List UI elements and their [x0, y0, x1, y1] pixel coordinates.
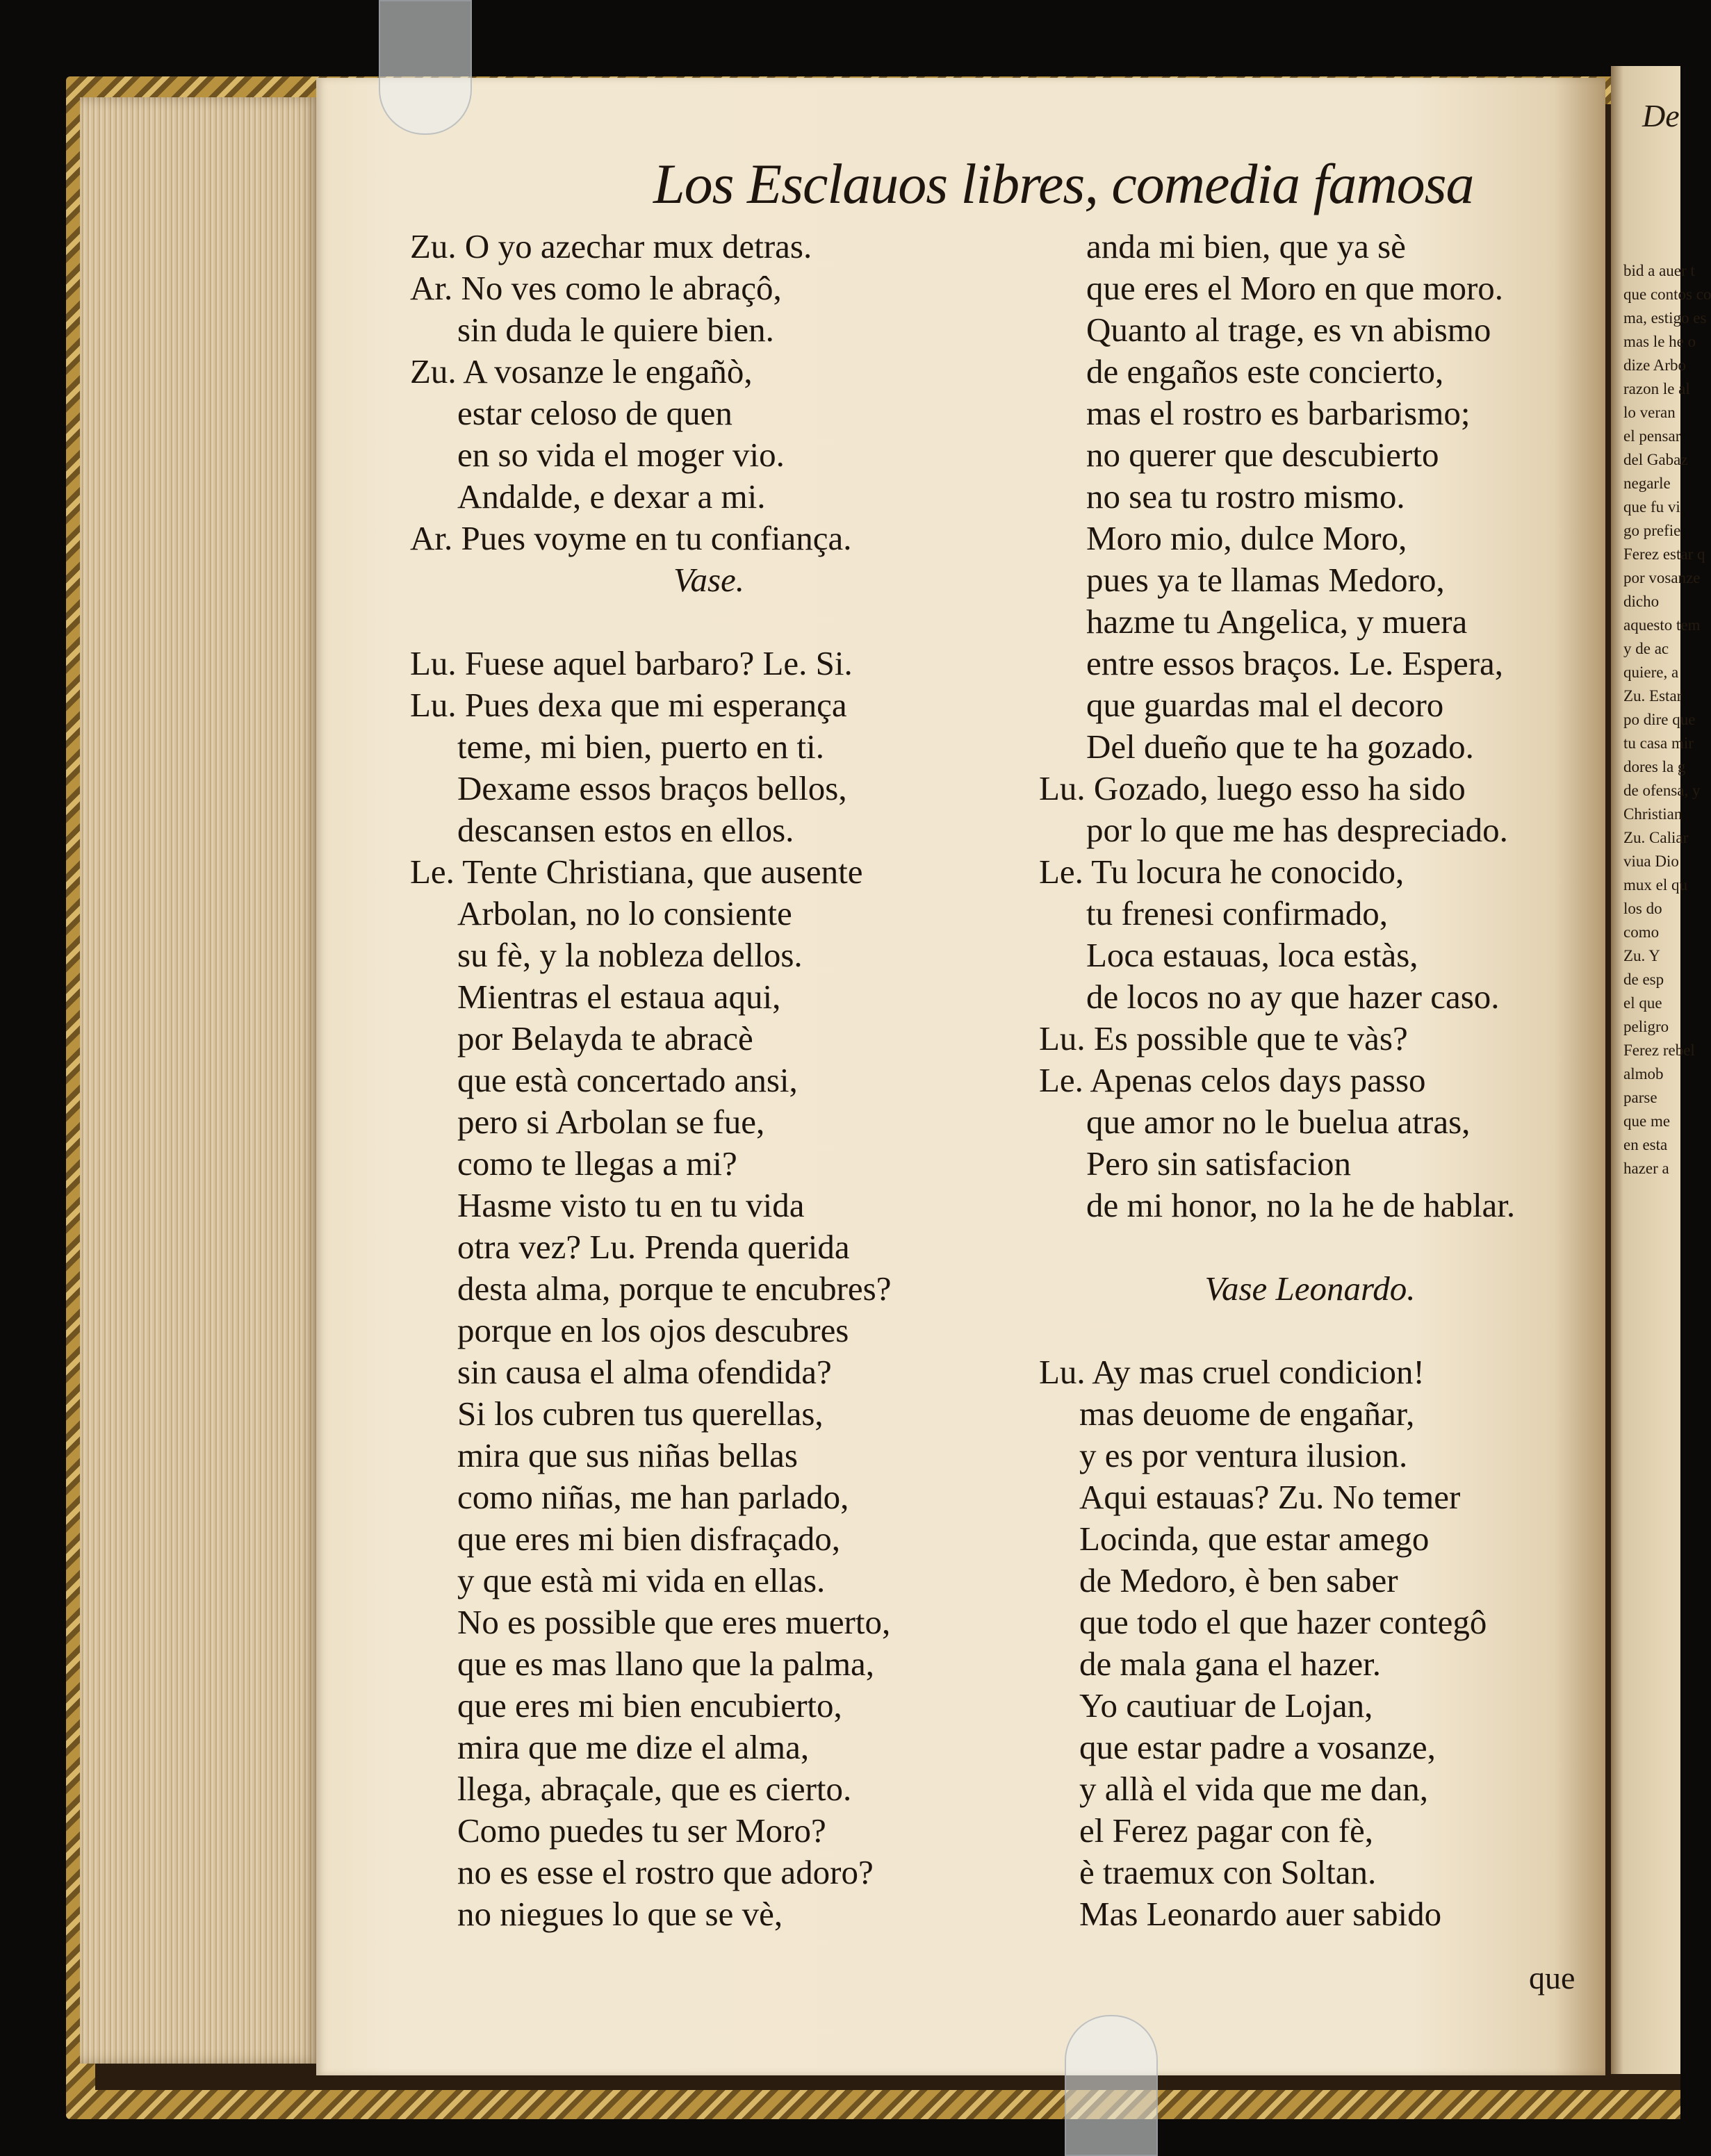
facing-page-fragment: po dire que [1623, 711, 1696, 728]
verse-line: como te llegas a mi? [457, 1144, 737, 1183]
facing-page-fragment: de esp [1623, 971, 1664, 988]
verse-line: Ar. Pues voyme en tu confiança. [410, 519, 852, 557]
verse-line: sin causa el alma ofendida? [457, 1353, 832, 1391]
verse-line: y que està mi vida en ellas. [457, 1561, 826, 1599]
verse-line: por Belayda te abracè [457, 1019, 753, 1058]
verse-line: pues ya te llamas Medoro, [1086, 561, 1445, 599]
facing-page-fragment: de ofensa, y [1623, 782, 1701, 799]
verse-line: Le. Tente Christiana, que ausente [410, 853, 863, 891]
facing-page-fragment: mas le he o [1623, 333, 1696, 350]
verse-line: tu frenesi confirmado, [1086, 894, 1389, 932]
facing-page-fragment: los do [1623, 900, 1662, 917]
page-clip-top [379, 0, 472, 135]
verse-line: Si los cubren tus querellas, [457, 1394, 824, 1433]
facing-page-fragment: dize Arbo [1623, 356, 1687, 374]
verse-line: Arbolan, no lo consiente [457, 894, 792, 932]
verse-line: descansen estos en ellos. [457, 811, 794, 849]
facing-page-fragment: ma, estigo es [1623, 309, 1707, 327]
verse-line: Lu. Fuese aquel barbaro? Le. Si. [410, 644, 853, 682]
facing-page-fragment: el que [1623, 994, 1662, 1012]
verse-line: que es mas llano que la palma, [457, 1645, 875, 1683]
left-text-column [410, 226, 1008, 1935]
verse-line: Le. Apenas celos days passo [1039, 1061, 1426, 1099]
verse-line [1039, 1310, 1581, 1351]
verse-line: Lu. Pues dexa que mi esperança [410, 686, 847, 724]
verse-line: que todo el que hazer contegô [1079, 1603, 1487, 1641]
verse-line: sin duda le quiere bien. [457, 311, 774, 349]
verse-line: en so vida el moger vio. [457, 436, 785, 474]
verse-line: pero si Arbolan se fue, [457, 1103, 765, 1141]
verse-line: no niegues lo que se vè, [457, 1895, 783, 1933]
verse-line: Mas Leonardo auer sabido [1079, 1895, 1442, 1933]
facing-page-fragment: bid a auer t [1623, 262, 1695, 279]
verse-line: de mala gana el hazer. [1079, 1645, 1381, 1683]
verse-line: hazme tu Angelica, y muera [1086, 602, 1468, 641]
facing-page-fragment: Zu. Caliar [1623, 829, 1689, 846]
verse-line: por lo que me has despreciado. [1086, 811, 1508, 849]
verse-line: Mientras el estaua aqui, [457, 978, 781, 1016]
verse-line: que eres mi bien disfraçado, [457, 1520, 841, 1558]
verse-line: mira que me dize el alma, [457, 1728, 810, 1766]
facing-page-fragment: hazer a [1623, 1160, 1669, 1177]
facing-page-fragment: negarle [1623, 475, 1671, 492]
stage-direction: Vase. [673, 561, 745, 599]
verse-line: entre essos braços. Le. Espera, [1086, 644, 1504, 682]
verse-line: Quanto al trage, es vn abismo [1086, 311, 1491, 349]
verse-line: de mi honor, no la he de hablar. [1086, 1186, 1516, 1224]
facing-page-fragment: Ferez rebel [1623, 1042, 1695, 1059]
verse-line: è traemux con Soltan. [1079, 1853, 1377, 1891]
facing-page-fragment: razon le al [1623, 380, 1690, 397]
verse-line: Le. Tu locura he conocido, [1039, 853, 1405, 891]
facing-page-fragment: Christian [1623, 805, 1683, 823]
facing-page-fragment: como [1623, 923, 1660, 941]
verse-line: Pero sin satisfacion [1086, 1144, 1352, 1183]
facing-page-fragment: go prefie [1623, 522, 1681, 539]
verse-line: que guardas mal el decoro [1086, 686, 1444, 724]
catchword: que [1529, 1960, 1575, 1995]
verse-line: no es esse el rostro que adoro? [457, 1853, 874, 1891]
facing-page-fragment: dores la g [1623, 758, 1686, 775]
verse-line: otra vez? Lu. Prenda querida [457, 1228, 850, 1266]
verse-line: mas deuome de engañar, [1079, 1394, 1415, 1433]
facing-page-fragment: del Gabaz [1623, 451, 1688, 468]
verse-line: teme, mi bien, puerto en ti. [457, 727, 824, 766]
facing-page-fragment: el pensar [1623, 427, 1681, 445]
verse-line: Hasme visto tu en tu vida [457, 1186, 805, 1224]
facing-page-fragment: en esta [1623, 1136, 1668, 1153]
verse-line: de engaños este concierto, [1086, 352, 1444, 390]
verse-line: Lu. Gozado, luego esso ha sido [1039, 769, 1466, 807]
verse-line: No es possible que eres muerto, [457, 1603, 891, 1641]
verse-line: anda mi bien, que ya sè [1086, 227, 1406, 265]
verse-line: que eres el Moro en que moro. [1086, 269, 1504, 307]
facing-page-fragment: viua Dio [1623, 853, 1679, 870]
verse-line: Moro mio, dulce Moro, [1086, 519, 1407, 557]
verse-line: no querer que descubierto [1086, 436, 1439, 474]
facing-page-fragment: lo veran [1623, 404, 1676, 421]
facing-page-head: De [1642, 98, 1680, 133]
facing-page-fragment: por vosanze [1623, 569, 1701, 586]
verse-line: el Ferez pagar con fè, [1079, 1811, 1374, 1850]
facing-page-fragments [1611, 134, 1711, 1180]
facing-page-fragment: Ferez estar q [1623, 545, 1705, 563]
verse-line [1039, 1226, 1581, 1268]
facing-page-fragment: que me [1623, 1112, 1671, 1130]
verse-line: que eres mi bien encubierto, [457, 1686, 842, 1725]
verse-line: Locinda, que estar amego [1079, 1520, 1430, 1558]
facing-page-fragment: que fu vi [1623, 498, 1680, 516]
verse-line [410, 601, 1008, 643]
verse-line: no sea tu rostro mismo. [1086, 477, 1405, 516]
verse-line: Loca estauas, loca estàs, [1086, 936, 1418, 974]
verse-line: que està concertado ansi, [457, 1061, 798, 1099]
facing-page-fragment: y de ac [1623, 640, 1669, 657]
verse-line: Zu. A vosanze le engañò, [410, 352, 753, 390]
facing-page-fragment: tu casa mir [1623, 734, 1694, 752]
verse-line: estar celoso de quen [457, 394, 732, 432]
facing-page-fragment: Zu. Y [1623, 947, 1660, 964]
verse-line: que estar padre a vosanze, [1079, 1728, 1436, 1766]
verse-line: Dexame essos braços bellos, [457, 769, 847, 807]
page-block-edge [80, 97, 320, 2064]
running-title: Los Esclauos libres, comedia famosa [653, 152, 1474, 215]
verse-line: Zu. O yo azechar mux detras. [410, 227, 812, 265]
verse-line: llega, abraçale, que es cierto. [457, 1770, 852, 1808]
facing-page-fragment: parse [1623, 1089, 1657, 1106]
verse-line: Yo cautiuar de Lojan, [1079, 1686, 1373, 1725]
verse-line: y allà el vida que me dan, [1079, 1770, 1429, 1808]
facing-page-fragment: mux el qu [1623, 876, 1687, 894]
page-clip-bottom [1065, 2015, 1158, 2156]
verse-line: mas el rostro es barbarismo; [1086, 394, 1471, 432]
verse-line: porque en los ojos descubres [457, 1311, 849, 1349]
verse-line: como niñas, me han parlado, [457, 1478, 849, 1516]
verse-line: desta alma, porque te encubres? [457, 1269, 892, 1308]
verse-line: que amor no le buelua atras, [1086, 1103, 1471, 1141]
right-text-column [1039, 226, 1581, 1935]
facing-page-fragment: dicho [1623, 593, 1660, 610]
facing-page-fragment: aquesto tem [1623, 616, 1701, 634]
facing-page-fragment: peligro [1623, 1018, 1669, 1035]
verse-line: Lu. Ay mas cruel condicion! [1039, 1353, 1425, 1391]
verse-line: y es por ventura ilusion. [1079, 1436, 1408, 1474]
facing-page [1611, 66, 1711, 2074]
verse-line: Aqui estauas? Zu. No temer [1079, 1478, 1461, 1516]
facing-page-fragment: que contos co [1623, 286, 1711, 303]
verse-line: de locos no ay que hazer caso. [1086, 978, 1500, 1016]
verse-line: de Medoro, è ben saber [1079, 1561, 1398, 1599]
facing-page-fragment: quiere, a [1623, 664, 1679, 681]
verse-line: Lu. Es possible que te vàs? [1039, 1019, 1408, 1058]
verse-line: su fè, y la nobleza dellos. [457, 936, 803, 974]
verse-line: Ar. No ves como le abraçô, [410, 269, 782, 307]
stage-direction: Vase Leonardo. [1204, 1269, 1416, 1308]
verse-line: Del dueño que te ha gozado. [1086, 727, 1474, 766]
facing-page-fragment: Zu. Estar [1623, 687, 1683, 705]
facing-page-fragment: almob [1623, 1065, 1664, 1083]
verse-line: mira que sus niñas bellas [457, 1436, 798, 1474]
verse-line: Como puedes tu ser Moro? [457, 1811, 826, 1850]
verse-line: Andalde, e dexar a mi. [457, 477, 766, 516]
